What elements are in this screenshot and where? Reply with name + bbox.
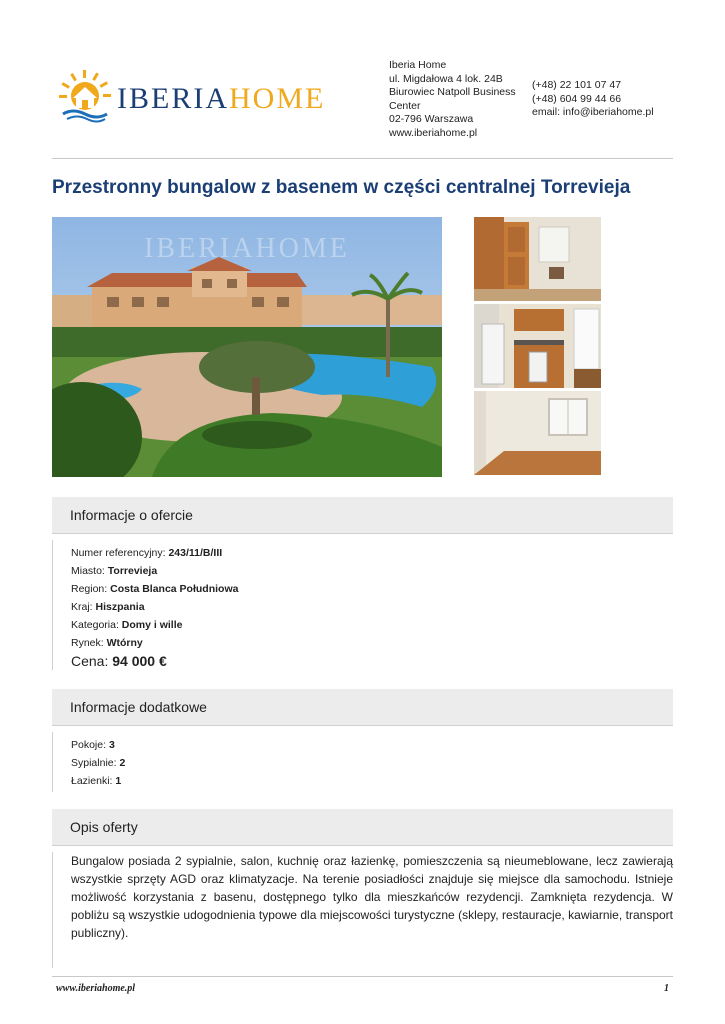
city-row	[71, 565, 157, 577]
rooms-label: Pokoje:	[71, 739, 109, 751]
category-row	[71, 619, 182, 631]
country-value: Hiszpania	[95, 601, 145, 613]
page-number: 1	[664, 983, 669, 994]
footer-divider	[52, 976, 673, 977]
page-title: Przestronny bungalow z basenem w części centralnej Torrevieja	[52, 177, 631, 198]
reference-number-label: Numer referencyjny:	[71, 547, 169, 559]
country-row	[71, 601, 145, 613]
bathrooms-value: 1	[115, 775, 122, 787]
additional-info-body	[52, 732, 674, 792]
city-label: Miasto:	[71, 565, 108, 577]
bedrooms-row	[71, 757, 125, 769]
market-label: Rynek:	[71, 637, 107, 649]
price-row	[71, 653, 167, 669]
additional-info-heading: Informacje dodatkowe	[70, 699, 207, 715]
header-divider	[52, 158, 673, 159]
company-address	[389, 59, 529, 140]
bathrooms-row	[71, 775, 121, 787]
logo-word-home: HOME	[229, 82, 326, 115]
market-value: Wtórny	[106, 637, 143, 649]
price-value: 94 000 €	[112, 653, 167, 669]
sun-house-icon	[55, 68, 115, 124]
company-address-line1: ul. Migdałowa 4 lok. 24B	[389, 72, 503, 85]
kitchen-image	[474, 304, 601, 388]
rooms-row	[71, 739, 115, 751]
additional-info-header	[52, 689, 673, 726]
phone-2[interactable]: (+48) 604 99 44 66	[532, 92, 622, 105]
footer-website[interactable]: www.iberiahome.pl	[56, 983, 136, 994]
region-label: Region:	[71, 583, 111, 595]
description-body	[52, 852, 674, 968]
company-address-line2: Biurowiec Natpoll Business Center	[389, 86, 516, 112]
bedrooms-value: 2	[119, 757, 126, 769]
thumbnail-living-room[interactable]	[474, 217, 601, 301]
main-photo[interactable]	[52, 217, 442, 477]
company-contact	[532, 79, 672, 120]
description-header	[52, 809, 673, 846]
living-room-image	[474, 217, 601, 301]
reference-number-row	[71, 547, 222, 559]
country-label: Kraj:	[71, 601, 96, 613]
offer-info-header	[52, 497, 673, 534]
price-label: Cena:	[71, 653, 113, 669]
thumbnail-kitchen[interactable]	[474, 304, 601, 388]
description-text: Bungalow posiada 2 sypialnie, salon, kuchnię oraz łazienkę, pomieszczenia są nieumeblowane, lecz zawierają wszystkie sprzęty AGD oraz klimatyzacje. Na terenie posiadłości znajduje się miejsce dla samochodu. Istnieje możliwość korzystania z basenu, dostępnego tylko dla mieszkańców rezydencji. Zamknięta rezydencja. W pobliżu są wszystkie udogodnienia typowe dla miejscowości turystyczne (sklepy, restauracje, kawiarnie, transport publiczny).	[71, 854, 673, 940]
bedroom-image	[474, 391, 601, 475]
reference-number-value: 243/11/B/III	[168, 547, 223, 559]
logo-wordmark	[117, 82, 325, 116]
company-website[interactable]: www.iberiahome.pl	[389, 126, 478, 139]
category-label: Kategoria:	[71, 619, 122, 631]
region-value: Costa Blanca Południowa	[110, 583, 239, 595]
company-address-line3: 02-796 Warszawa	[389, 113, 474, 125]
bathrooms-label: Łazienki:	[71, 775, 116, 787]
city-value: Torrevieja	[107, 565, 158, 577]
offer-info-body	[52, 540, 674, 670]
company-name: Iberia Home	[389, 59, 447, 71]
category-value: Domy i wille	[121, 619, 183, 631]
market-row	[71, 637, 143, 649]
region-row	[71, 583, 238, 595]
email[interactable]: email: info@iberiahome.pl	[532, 106, 654, 118]
phone-1[interactable]: (+48) 22 101 07 47	[532, 79, 622, 91]
logo-word-iberia: IBERIA	[117, 82, 229, 115]
offer-info-heading: Informacje o ofercie	[70, 507, 193, 523]
pool-garden-image	[52, 217, 442, 477]
thumbnail-bedroom[interactable]	[474, 391, 601, 475]
bedrooms-label: Sypialnie:	[71, 757, 120, 769]
company-logo	[55, 68, 355, 124]
rooms-value: 3	[108, 739, 115, 751]
description-heading: Opis oferty	[70, 819, 138, 835]
photo-watermark: IBERIAHOME	[144, 233, 350, 264]
